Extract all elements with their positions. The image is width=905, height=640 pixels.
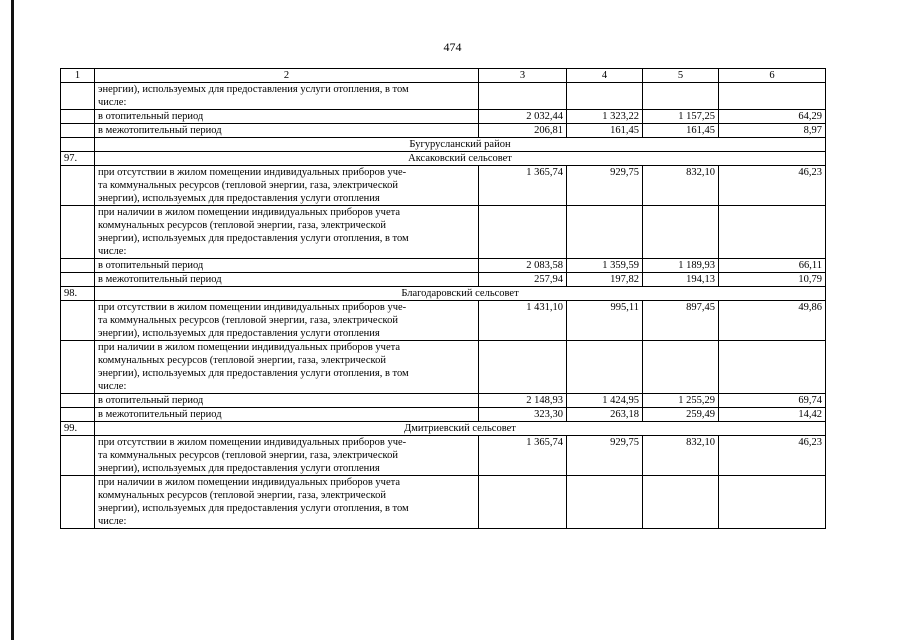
description-line: энергии), используемых для предоставления услуги отопления: [98, 328, 380, 339]
value-cell: [479, 341, 567, 394]
description-cell: [95, 394, 479, 408]
description-line: числе:: [98, 516, 127, 527]
value-cell: [479, 476, 567, 529]
value-cell: 929,75: [567, 166, 643, 206]
value-cell: [643, 83, 719, 110]
value-cell: 929,75: [567, 436, 643, 476]
description-line: та коммунальных ресурсов (тепловой энергии, газа, электрической: [98, 450, 398, 461]
value-cell: [567, 476, 643, 529]
value-cell: 64,29: [719, 110, 826, 124]
page-number: 474: [443, 40, 462, 54]
description-line: в отопительный период: [98, 260, 204, 271]
value-cell: 66,11: [719, 259, 826, 273]
header-cell: 5: [643, 69, 719, 83]
value-cell: 1 359,59: [567, 259, 643, 273]
header-cell: 4: [567, 69, 643, 83]
table-row: [61, 301, 826, 341]
table-row: [61, 110, 826, 124]
table-row: [61, 273, 826, 287]
description-line: коммунальных ресурсов (тепловой энергии, газа, электрической: [98, 490, 386, 501]
value-cell: 194,13: [643, 273, 719, 287]
section-number: 99.: [61, 422, 95, 436]
description-line: коммунальных ресурсов (тепловой энергии, газа, электрической: [98, 355, 386, 366]
value-cell: 259,49: [643, 408, 719, 422]
section-title: Благодаровский сельсовет: [95, 287, 826, 301]
value-cell: 161,45: [643, 124, 719, 138]
section-title: Дмитриевский сельсовет: [95, 422, 826, 436]
description-cell: [95, 476, 479, 529]
value-cell: 2 083,58: [479, 259, 567, 273]
value-cell: [719, 206, 826, 259]
number-cell: [61, 436, 95, 476]
table-row: [61, 422, 826, 436]
description-cell: [95, 408, 479, 422]
number-cell: [61, 259, 95, 273]
description-cell: [95, 341, 479, 394]
description-cell: [95, 110, 479, 124]
description-cell: [95, 259, 479, 273]
table-row: [61, 206, 826, 259]
number-cell: [61, 83, 95, 110]
description-line: энергии), используемых для предоставления услуги отопления, в том: [98, 503, 409, 514]
table-row: [61, 476, 826, 529]
number-cell: [61, 138, 95, 152]
value-cell: 69,74: [719, 394, 826, 408]
value-cell: 995,11: [567, 301, 643, 341]
table-row: [61, 287, 826, 301]
region-title: Бугурусланский район: [95, 138, 826, 152]
header-cell: 6: [719, 69, 826, 83]
value-cell: [719, 83, 826, 110]
value-cell: [567, 83, 643, 110]
description-line: та коммунальных ресурсов (тепловой энергии, газа, электрической: [98, 315, 398, 326]
value-cell: 1 431,10: [479, 301, 567, 341]
section-title: Аксаковский сельсовет: [95, 152, 826, 166]
table-row: [61, 152, 826, 166]
value-cell: 46,23: [719, 166, 826, 206]
value-cell: 1 424,95: [567, 394, 643, 408]
table-row: [61, 341, 826, 394]
value-cell: [479, 83, 567, 110]
value-cell: [643, 341, 719, 394]
description-cell: [95, 436, 479, 476]
table-row: [61, 259, 826, 273]
number-cell: [61, 273, 95, 287]
section-number: 98.: [61, 287, 95, 301]
description-line: при отсутствии в жилом помещении индивидуальных приборов уче-: [98, 437, 407, 448]
description-cell: [95, 83, 479, 110]
number-cell: [61, 301, 95, 341]
description-cell: [95, 206, 479, 259]
header-row: [61, 69, 826, 83]
value-cell: [567, 341, 643, 394]
value-cell: 897,45: [643, 301, 719, 341]
tariff-table: [60, 68, 826, 529]
description-line: в межотопительный период: [98, 409, 222, 420]
value-cell: 1 157,25: [643, 110, 719, 124]
description-line: энергии), используемых для предоставления услуги отопления, в том: [98, 368, 409, 379]
value-cell: [643, 206, 719, 259]
table-row: [61, 83, 826, 110]
table-row: [61, 408, 826, 422]
section-number: 97.: [61, 152, 95, 166]
description-line: та коммунальных ресурсов (тепловой энергии, газа, электрической: [98, 180, 398, 191]
value-cell: 8,97: [719, 124, 826, 138]
description-line: при наличии в жилом помещении индивидуальных приборов учета: [98, 477, 400, 488]
value-cell: 1 365,74: [479, 436, 567, 476]
tariff-table-body: [61, 69, 826, 529]
description-line: энергии), используемых для предоставления услуги отопления, в том: [98, 233, 409, 244]
value-cell: [479, 206, 567, 259]
value-cell: [719, 476, 826, 529]
value-cell: 197,82: [567, 273, 643, 287]
description-line: числе:: [98, 97, 127, 108]
description-line: коммунальных ресурсов (тепловой энергии, газа, электрической: [98, 220, 386, 231]
table-row: [61, 138, 826, 152]
value-cell: 323,30: [479, 408, 567, 422]
header-cell: 1: [61, 69, 95, 83]
description-cell: [95, 166, 479, 206]
value-cell: 1 255,29: [643, 394, 719, 408]
value-cell: 832,10: [643, 436, 719, 476]
value-cell: 46,23: [719, 436, 826, 476]
value-cell: 49,86: [719, 301, 826, 341]
description-line: при наличии в жилом помещении индивидуальных приборов учета: [98, 207, 400, 218]
description-line: при отсутствии в жилом помещении индивидуальных приборов уче-: [98, 167, 407, 178]
header-cell: 3: [479, 69, 567, 83]
value-cell: 2 148,93: [479, 394, 567, 408]
description-line: энергии), используемых для предоставления услуги отопления: [98, 193, 380, 204]
description-line: при отсутствии в жилом помещении индивидуальных приборов уче-: [98, 302, 407, 313]
page-edge-bar: [11, 0, 14, 640]
number-cell: [61, 166, 95, 206]
value-cell: 263,18: [567, 408, 643, 422]
number-cell: [61, 394, 95, 408]
value-cell: 1 365,74: [479, 166, 567, 206]
value-cell: 206,81: [479, 124, 567, 138]
value-cell: 257,94: [479, 273, 567, 287]
number-cell: [61, 124, 95, 138]
value-cell: 14,42: [719, 408, 826, 422]
value-cell: [567, 206, 643, 259]
number-cell: [61, 476, 95, 529]
value-cell: [719, 341, 826, 394]
description-cell: [95, 124, 479, 138]
description-line: энергии), используемых для предоставления услуги отопления, в том: [98, 84, 409, 95]
table-row: [61, 436, 826, 476]
number-cell: [61, 341, 95, 394]
description-line: в межотопительный период: [98, 274, 222, 285]
table-row: [61, 166, 826, 206]
description-line: в межотопительный период: [98, 125, 222, 136]
value-cell: 1 189,93: [643, 259, 719, 273]
value-cell: 1 323,22: [567, 110, 643, 124]
value-cell: 832,10: [643, 166, 719, 206]
description-cell: [95, 273, 479, 287]
value-cell: 10,79: [719, 273, 826, 287]
description-line: при наличии в жилом помещении индивидуальных приборов учета: [98, 342, 400, 353]
number-cell: [61, 408, 95, 422]
description-line: числе:: [98, 381, 127, 392]
value-cell: 161,45: [567, 124, 643, 138]
description-line: энергии), используемых для предоставления услуги отопления: [98, 463, 380, 474]
number-cell: [61, 206, 95, 259]
value-cell: [643, 476, 719, 529]
description-line: числе:: [98, 246, 127, 257]
table-row: [61, 124, 826, 138]
number-cell: [61, 110, 95, 124]
description-line: в отопительный период: [98, 111, 204, 122]
value-cell: 2 032,44: [479, 110, 567, 124]
header-cell: 2: [95, 69, 479, 83]
description-line: в отопительный период: [98, 395, 204, 406]
description-cell: [95, 301, 479, 341]
table-row: [61, 394, 826, 408]
